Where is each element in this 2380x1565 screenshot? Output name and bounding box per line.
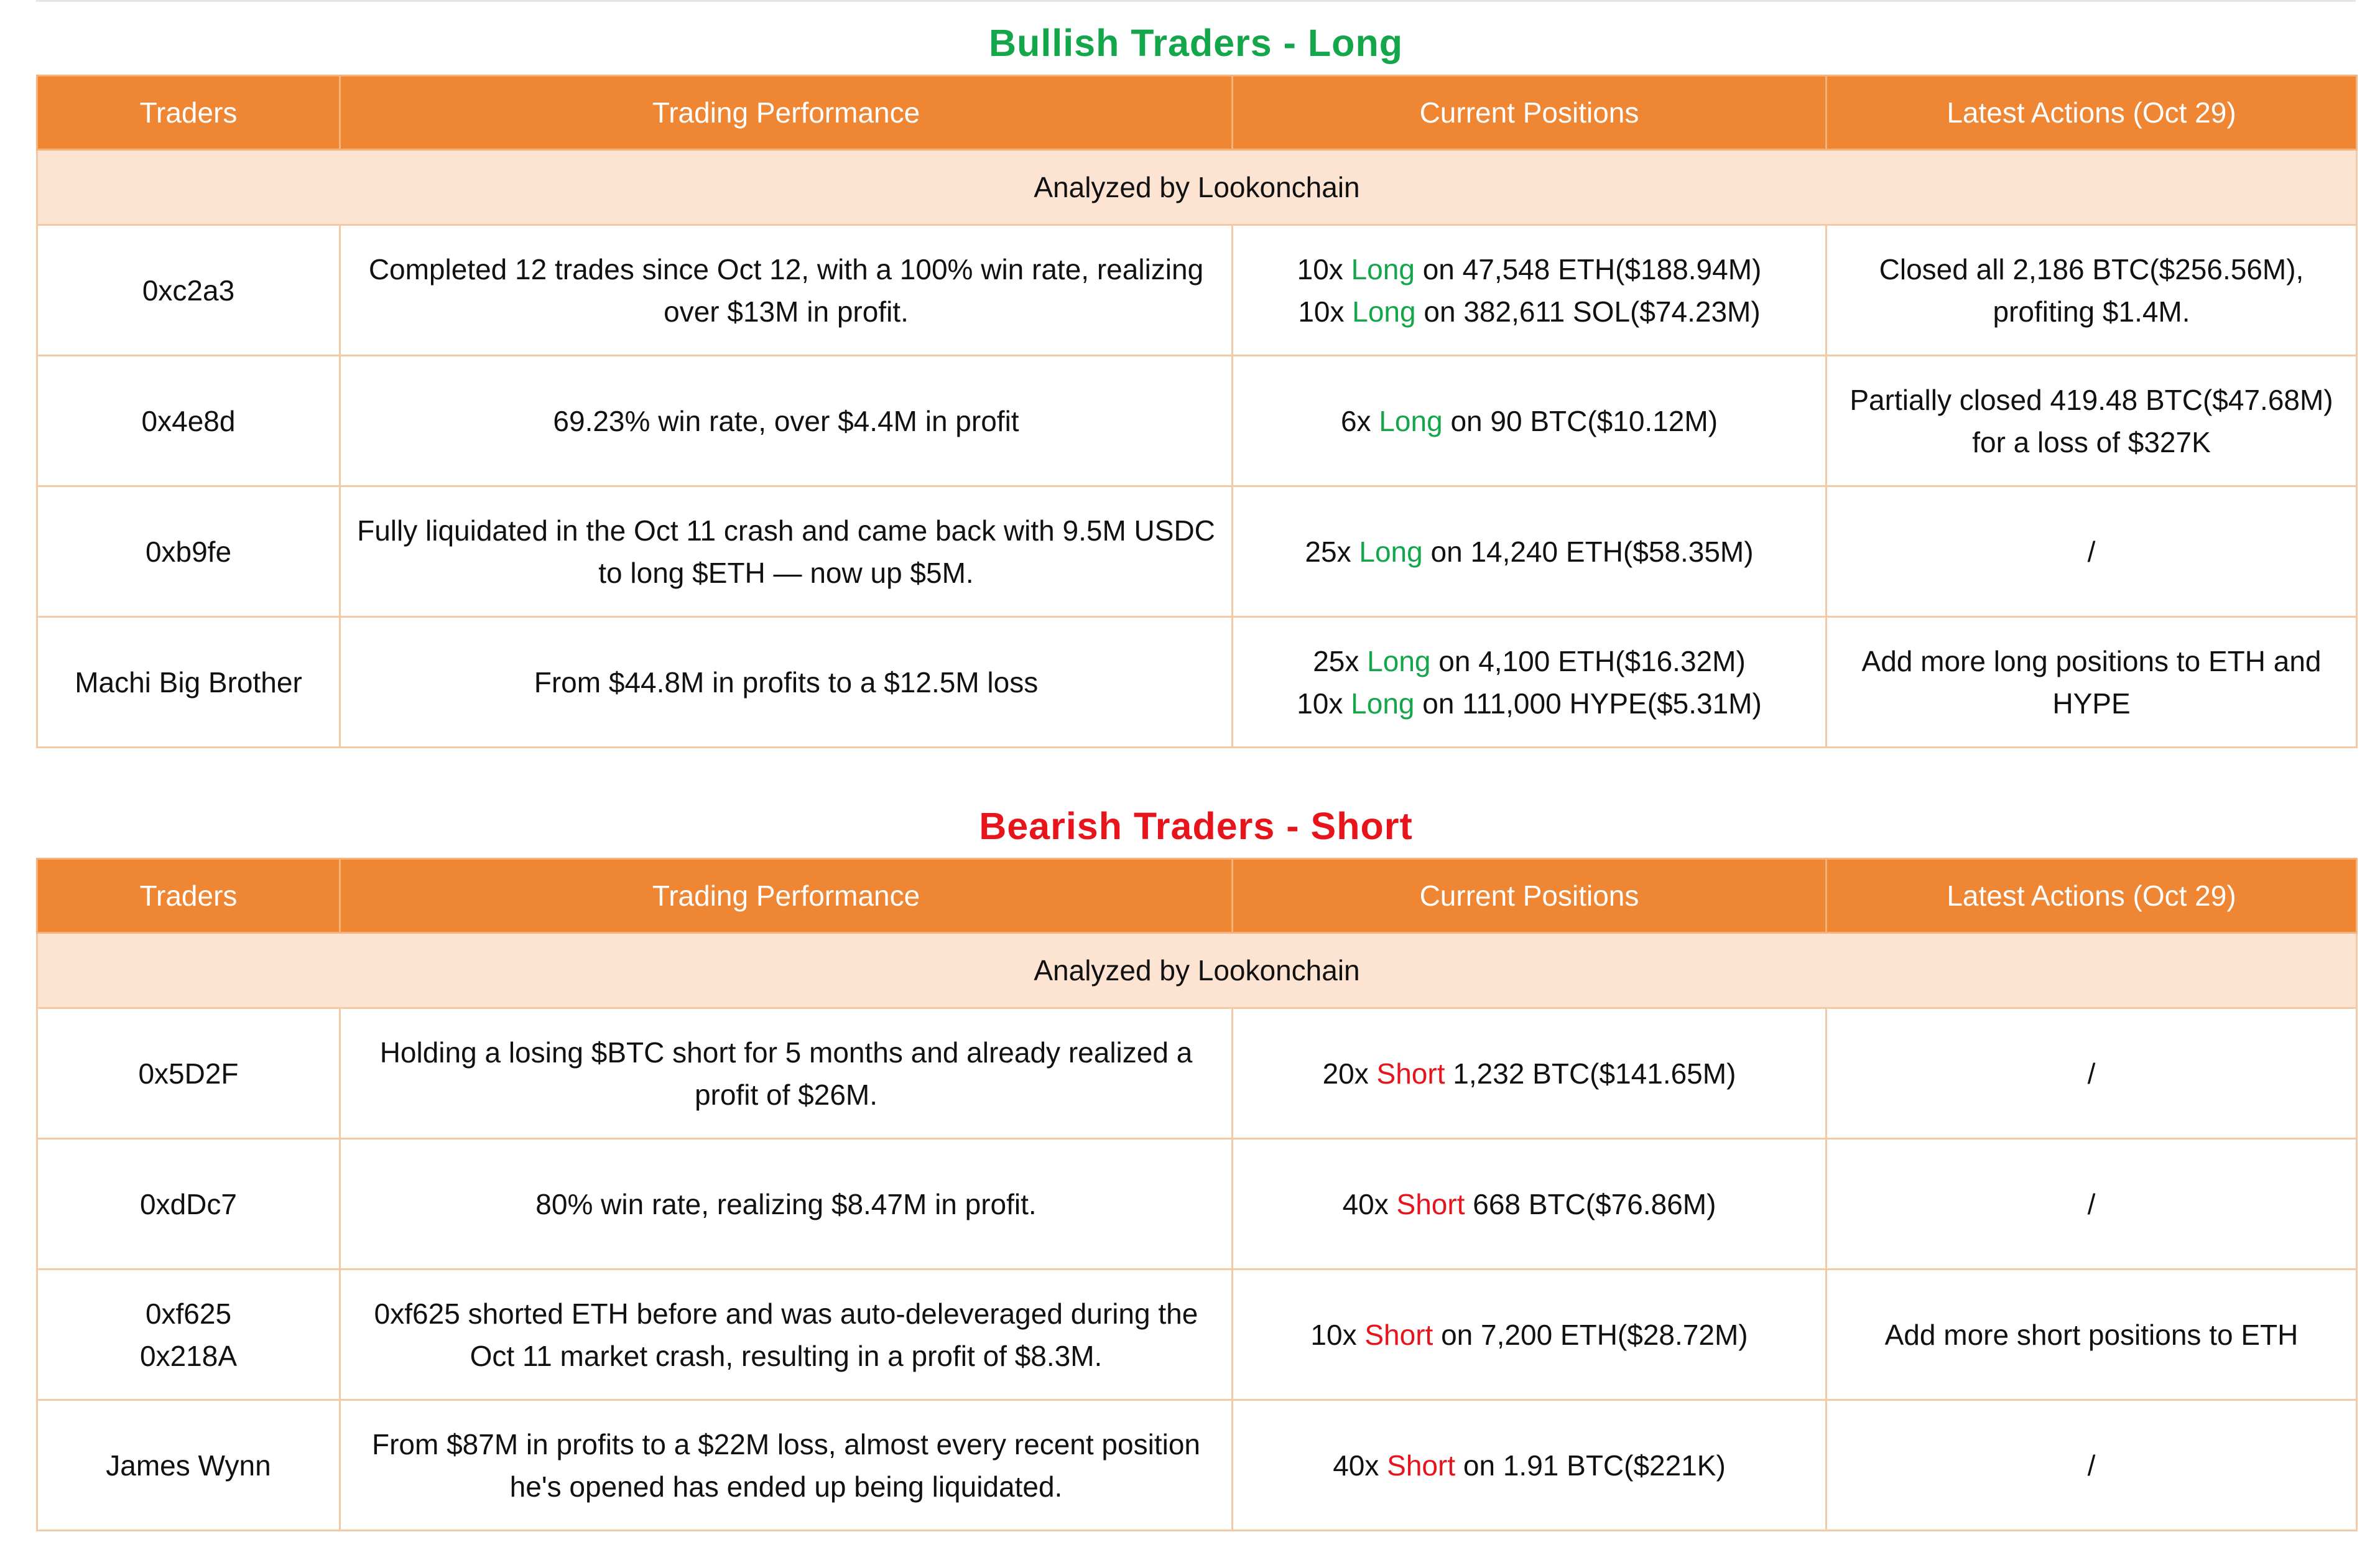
latest-actions-cell: Add more long positions to ETH and HYPE [1827,617,2357,748]
trader-name: 0xf625 [145,1297,232,1330]
position-side: Short [1387,1449,1456,1482]
trader-name-cell [37,1270,340,1400]
top-divider [36,0,2356,2]
position-side: Long [1352,295,1416,328]
header-trading-performance: Trading Performance [340,76,1233,150]
trader-name-cell [37,225,340,356]
trader-name: 0x4e8d [141,404,236,437]
current-positions-cell [1233,356,1827,486]
bullish-header-row [37,76,2357,150]
header-latest-actions: Latest Actions (Oct 29) [1827,76,2357,150]
bullish-section [36,11,2356,748]
trader-name-cell [37,1139,340,1270]
trading-performance-cell: Completed 12 trades since Oct 12, with a 100% win rate, realizing over $13M in profit. [340,225,1233,356]
trader-name: Machi Big Brother [75,666,302,699]
position-detail: on 1.91 BTC($221K) [1455,1449,1726,1482]
trader-name-cell [37,617,340,748]
current-positions-cell [1233,1270,1827,1400]
current-positions-cell [1233,1400,1827,1531]
trader-name: 0x5D2F [138,1057,239,1090]
position-line [1244,640,1814,682]
position-detail: on 382,611 SOL($74.23M) [1415,295,1761,328]
latest-actions-cell: / [1827,486,2357,617]
position-side: Long [1379,404,1443,437]
position-side: Short [1364,1318,1433,1351]
trading-performance-cell: Fully liquidated in the Oct 11 crash and came back with 9.5M USDC to long $ETH — now up $5M. [340,486,1233,617]
trader-name-cell [37,1400,340,1531]
position-side: Long [1359,535,1423,568]
position-side: Long [1351,253,1415,286]
position-leverage: 40x [1333,1449,1387,1482]
trader-name-cell [37,1008,340,1139]
trader-row [37,225,2357,356]
header-traders: Traders [37,76,340,150]
position-detail: on 4,100 ETH($16.32M) [1430,644,1746,677]
trader-name: 0xdDc7 [140,1187,237,1220]
header-traders: Traders [37,859,340,933]
current-positions-cell [1233,486,1827,617]
current-positions-cell [1233,617,1827,748]
current-positions-cell [1233,1139,1827,1270]
position-detail: on 111,000 HYPE($5.31M) [1414,687,1762,720]
header-current-positions: Current Positions [1233,859,1827,933]
trader-row [37,1270,2357,1400]
trading-performance-cell: 69.23% win rate, over $4.4M in profit [340,356,1233,486]
trading-performance-cell: From $87M in profits to a $22M loss, almost every recent position he's opened has ended up being liquidated. [340,1400,1233,1531]
trader-name: 0xb9fe [145,535,232,568]
position-leverage: 25x [1313,644,1368,677]
position-detail: on 7,200 ETH($28.72M) [1433,1318,1748,1351]
current-positions-cell [1233,1008,1827,1139]
position-line [1244,1444,1814,1487]
position-leverage: 40x [1342,1187,1397,1220]
latest-actions-cell: Closed all 2,186 BTC($256.56M), profiting $1.4M. [1827,225,2357,356]
position-side: Short [1376,1057,1445,1090]
position-leverage: 25x [1305,535,1359,568]
position-line [1244,1052,1814,1095]
trading-performance-cell: Holding a losing $BTC short for 5 months and already realized a profit of $26M. [340,1008,1233,1139]
position-detail: on 47,548 ETH($188.94M) [1414,253,1762,286]
current-positions-cell [1233,225,1827,356]
position-line [1244,682,1814,725]
trader-row [37,1008,2357,1139]
position-detail: on 90 BTC($10.12M) [1442,404,1718,437]
trader-name: James Wynn [106,1449,271,1482]
bearish-section [36,794,2356,1531]
position-leverage: 10x [1310,1318,1365,1351]
trader-row [37,486,2357,617]
latest-actions-cell: / [1827,1139,2357,1270]
position-leverage: 10x [1297,253,1351,286]
bearish-title: Bearish Traders - Short [979,805,1413,847]
trader-row [37,617,2357,748]
trader-row [37,1139,2357,1270]
trader-name-cell [37,356,340,486]
trading-performance-cell: 0xf625 shorted ETH before and was auto-deleveraged during the Oct 11 market crash, resulting in a profit of $8.3M. [340,1270,1233,1400]
analyzed-by-row [37,933,2357,1008]
header-current-positions: Current Positions [1233,76,1827,150]
position-line [1244,290,1814,333]
position-line [1244,531,1814,573]
latest-actions-cell: Partially closed 419.48 BTC($47.68M) for a loss of $327K [1827,356,2357,486]
bearish-header-row [37,859,2357,933]
trading-performance-cell: 80% win rate, realizing $8.47M in profit. [340,1139,1233,1270]
position-leverage: 20x [1322,1057,1377,1090]
latest-actions-cell: / [1827,1400,2357,1531]
position-side: Long [1351,687,1415,720]
trader-row [37,1400,2357,1531]
trading-performance-cell: From $44.8M in profits to a $12.5M loss [340,617,1233,748]
position-line [1244,1314,1814,1356]
position-leverage: 10x [1297,687,1351,720]
position-leverage: 6x [1340,404,1379,437]
analyzed-by-label: Analyzed by Lookonchain [37,150,2357,225]
bullish-table [36,75,2358,748]
position-side: Long [1367,644,1431,677]
header-trading-performance: Trading Performance [340,859,1233,933]
trader-name: 0x218A [139,1339,237,1372]
analyzed-by-row [37,150,2357,225]
position-line [1244,248,1814,290]
position-line [1244,400,1814,442]
position-side: Short [1396,1187,1465,1220]
position-detail: 668 BTC($76.86M) [1465,1187,1716,1220]
latest-actions-cell: Add more short positions to ETH [1827,1270,2357,1400]
bullish-title: Bullish Traders - Long [989,22,1403,64]
trader-name: 0xc2a3 [142,274,235,307]
analyzed-by-label: Analyzed by Lookonchain [37,933,2357,1008]
latest-actions-cell: / [1827,1008,2357,1139]
trader-row [37,356,2357,486]
header-latest-actions: Latest Actions (Oct 29) [1827,859,2357,933]
position-leverage: 10x [1298,295,1353,328]
position-line [1244,1183,1814,1225]
trader-name-cell [37,486,340,617]
position-detail: on 14,240 ETH($58.35M) [1422,535,1754,568]
position-detail: 1,232 BTC($141.65M) [1445,1057,1736,1090]
bearish-table [36,858,2358,1531]
